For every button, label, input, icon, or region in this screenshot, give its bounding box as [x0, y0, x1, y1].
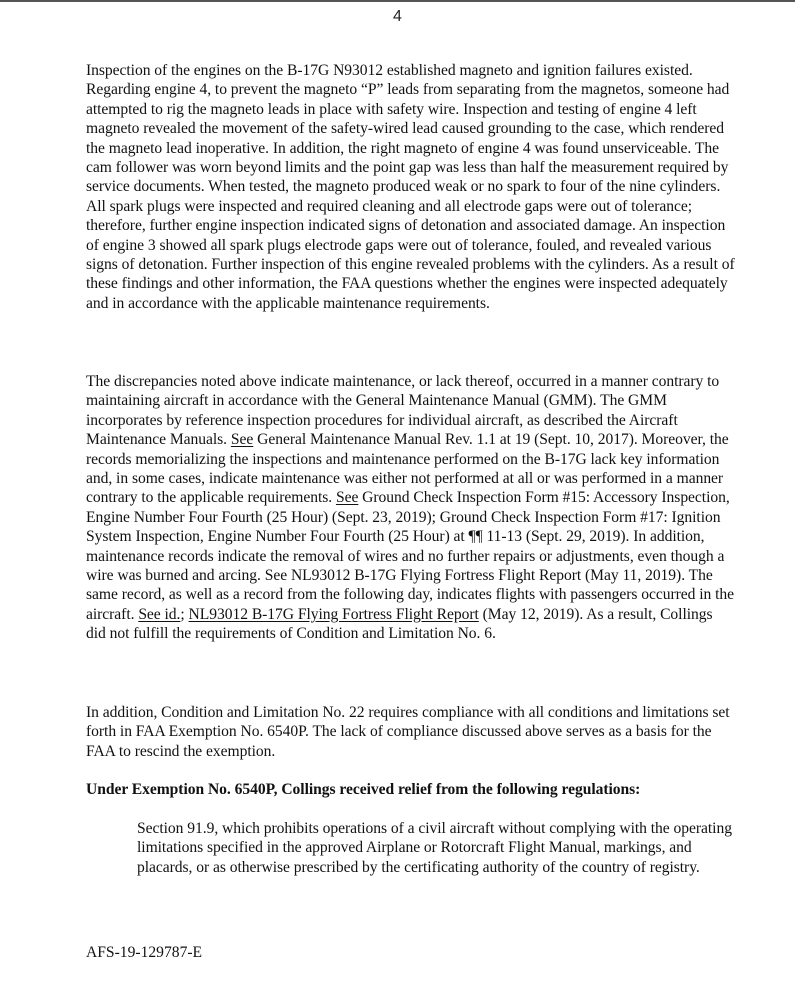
document-id-footer: AFS-19-129787-E: [86, 944, 203, 961]
text-run: The discrepancies noted above indicate maintenance, or lack thereof, occurred in a manner contrary to maintaining aircraft in accordance with the General Maintenance Manual (GMM). The GMM incorporates by reference inspection procedures for individual aircraft, as described the Aircraft Maintenance Manuals.: [86, 373, 720, 449]
text-run: General Maintenance Manual Rev. 1.1 at 19 (Sept. 10, 2017). Moreover, the records memorializing the inspections and maintenance performed on the B-17G lack key information and, in some cases, indicate maintenance was either not performed at all or was performed in a manner contrary to the applicable requirements.: [86, 431, 729, 507]
page-top-border: [0, 0, 795, 2]
citation-see-id: See id.: [138, 605, 181, 623]
paragraph-maintenance-discrepancies: [86, 372, 736, 644]
text-run: (May 12, 2019). As a result, Collings did not fulfill the requirements of Condition and Limitation No. 6.: [86, 605, 713, 643]
page-number: 4: [393, 8, 402, 25]
text-run: Ground Check Inspection Form #15: Accessory Inspection, Engine Number Four Fourth (25 Hour) (Sept. 23, 2019); Ground Check Inspection Form #17: Ignition System Inspection, Engine Number Four Fourth (25 Hour) at ¶¶ 11-13 (Sept. 29, 2019). In addition, maintenance records indicate the removal of wires and no further repairs or adjustments, even though a wire was burned and arcing. See NL93012 B-17G Flying Fortress Flight Report (May 11, 2019). The same record, as well as a record from the following day, indicates flights with passengers occurred in the aircraft.: [86, 489, 734, 623]
citation-signal-see: See: [335, 489, 359, 507]
paragraph-condition-22: In addition, Condition and Limitation No. 22 requires compliance with all conditions and limitations set forth in FAA Exemption No. 6540P. The lack of compliance discussed above serves as a basis for the FAA to rescind the exemption.: [86, 704, 730, 760]
block-quote-section-91-9: Section 91.9, which prohibits operations of a civil aircraft without complying with the operating limitations specified in the approved Airplane or Rotorcraft Flight Manual, markings, and placards, or as otherwise prescribed by the certificating authority of the country of registry.: [137, 820, 732, 876]
citation-signal-see: See: [230, 431, 254, 449]
citation-flight-report: NL93012 B-17G Flying Fortress Flight Report: [188, 605, 479, 623]
paragraph-engine-inspection: Inspection of the engines on the B-17G N93012 established magneto and ignition failures existed. Regarding engine 4, to prevent the magneto “P” leads from separating from the magnetos, someone had attempted to rig the magneto leads in place with safety wire. Inspection and testing of engine 4 left magneto revealed the movement of the safety-wired lead caused grounding to the case, which rendered the magneto lead inoperative. In addition, the right magneto of engine 4 was found unserviceable. The cam follower was worn beyond limits and the point gap was less than half the measurement required by service documents. When tested, the magneto produced weak or no spark to four of the nine cylinders. All spark plugs were inspected and required cleaning and all electrode gaps were out of tolerance; therefore, further engine inspection indicated signs of detonation and associated damage. An inspection of engine 3 showed all spark plugs electrode gaps were out of tolerance, fouled, and revealed various signs of detonation. Further inspection of this engine revealed problems with the cylinders. As a result of these findings and other information, the FAA questions whether the engines were inspected adequately and in accordance with the applicable maintenance requirements.: [86, 62, 735, 312]
section-heading: Under Exemption No. 6540P, Collings received relief from the following regulations:: [86, 781, 641, 798]
text-run: ;: [180, 605, 189, 623]
